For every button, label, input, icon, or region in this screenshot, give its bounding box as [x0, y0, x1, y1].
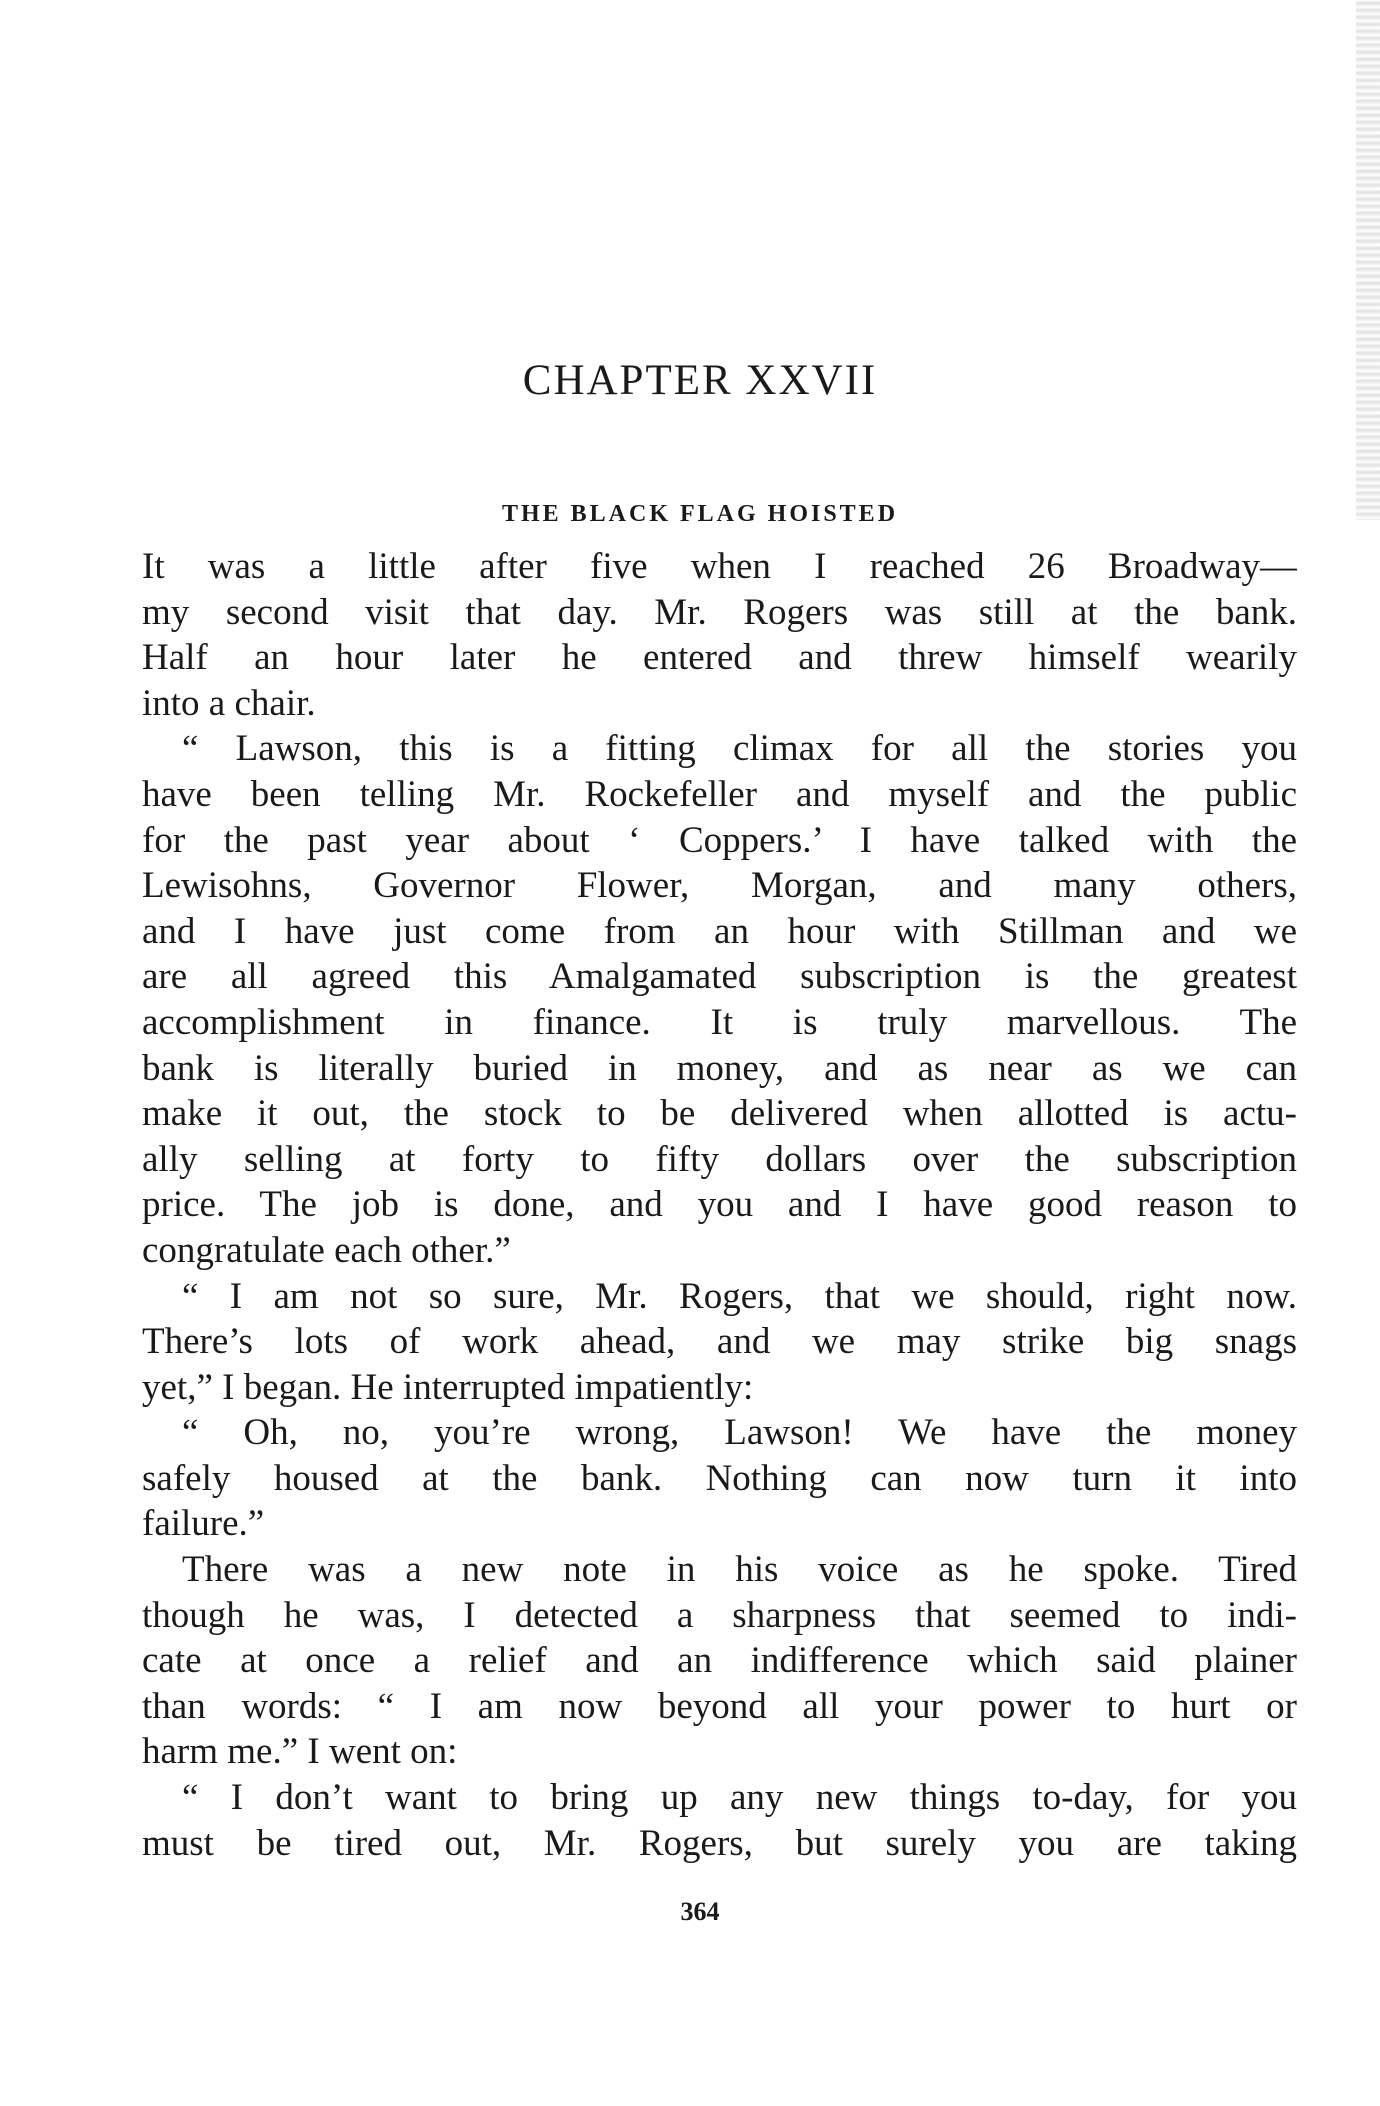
text-line: congratulate each other.” [142, 1229, 511, 1271]
text-line: into a chair. [142, 682, 316, 724]
text-line: Half an hour later he entered and threw himself wearily [142, 637, 1297, 679]
text-line: are all agreed this Amalgamated subscription is the greatest [142, 956, 1297, 998]
text-line: safely housed at the bank. Nothing can now turn it into [142, 1457, 1297, 1499]
text-line: Lewisohns, Governor Flower, Morgan, and many others, [142, 865, 1297, 907]
text-line: ally selling at forty to fifty dollars over the subscription [142, 1138, 1297, 1180]
text-line: must be tired out, Mr. Rogers, but surely you are taking [142, 1822, 1297, 1864]
text-line: It was a little after five when I reached 26 Broadway— [142, 546, 1297, 587]
text-line: “ I don’t want to bring up any new things to-day, for you [182, 1777, 1297, 1819]
text-line: and I have just come from an hour with Stillman and we [142, 910, 1297, 952]
text-line: failure.” [142, 1503, 265, 1545]
chapter-title: CHAPTER XXVII [522, 357, 878, 404]
chapter-subtitle: THE BLACK FLAG HOISTED [501, 501, 899, 527]
text-line: “ Lawson, this is a fitting climax for all the stories you [182, 728, 1297, 770]
text-line: price. The job is done, and you and I have good reason to [142, 1184, 1297, 1226]
text-line: cate at once a relief and an indifference which said plainer [142, 1640, 1297, 1682]
text-line: though he was, I detected a sharpness that seemed to indi- [142, 1594, 1297, 1636]
text-line: “ Oh, no, you’re wrong, Lawson! We have the money [182, 1412, 1297, 1454]
text-line: There’s lots of work ahead, and we may strike big snags [142, 1321, 1297, 1363]
text-line: harm me.” I went on: [142, 1731, 458, 1773]
text-line: There was a new note in his voice as he spoke. Tired [182, 1549, 1297, 1591]
text-line: yet,” I began. He interrupted impatiently: [142, 1366, 754, 1408]
text-line: my second visit that day. Mr. Rogers was still at the bank. [142, 591, 1297, 633]
text-line: make it out, the stock to be delivered when allotted is actu- [142, 1093, 1297, 1135]
text-line: than words: “ I am now beyond all your power to hurt or [142, 1685, 1297, 1727]
body-text [142, 544, 1297, 1866]
text-line: “ I am not so sure, Mr. Rogers, that we should, right now. [182, 1275, 1297, 1317]
text-line: accomplishment in finance. It is truly marvellous. The [142, 1001, 1297, 1043]
text-line: bank is literally buried in money, and as near as we can [142, 1047, 1297, 1089]
page-edge-scan-artifact [1356, 0, 1380, 520]
page-number: 364 [680, 1897, 720, 1926]
text-line: have been telling Mr. Rockefeller and myself and the public [142, 773, 1297, 815]
text-line: for the past year about ‘ Coppers.’ I have talked with the [142, 819, 1297, 861]
